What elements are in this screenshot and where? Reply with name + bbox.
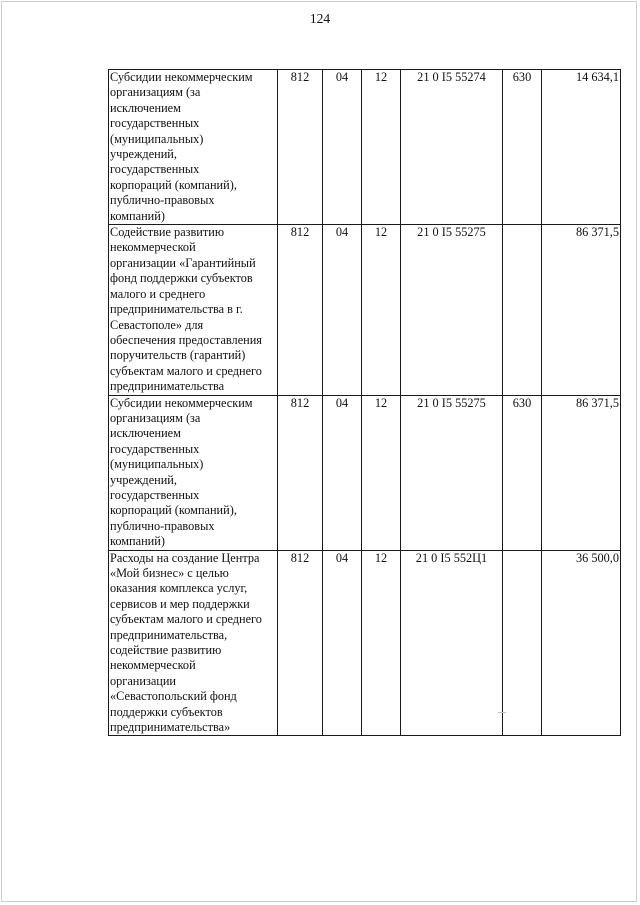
item-name-line: сервисов и мер поддержки — [110, 596, 250, 611]
table-row — [109, 70, 621, 225]
item-name-line: организациям (за — [110, 410, 201, 425]
item-name-line: некоммерческой — [110, 658, 196, 673]
item-name-line: поддержки субъектов — [110, 704, 223, 719]
target-article-code-cell: 21 0 I5 55275 — [401, 225, 503, 395]
budget-table — [108, 69, 621, 736]
subsection-code-cell: 12 — [362, 550, 401, 736]
amount-cell: 36 500,0 — [542, 550, 621, 736]
section-code-cell: 04 — [323, 225, 362, 395]
item-name-line: публично-правовых — [110, 193, 215, 208]
item-name-line: Содействие развитию — [110, 225, 225, 240]
item-name-line: государственных — [110, 116, 200, 131]
item-name-cell — [109, 550, 278, 736]
item-name-cell — [109, 225, 278, 395]
item-name-line: оказания комплекса услуг, — [110, 581, 248, 596]
item-name-line: корпораций (компаний), — [110, 177, 237, 192]
item-name-line: (муниципальных) — [110, 457, 204, 472]
item-name-line: некоммерческой — [110, 240, 196, 255]
item-name-line: поручительств (гарантий) — [110, 348, 246, 363]
item-name-line: организации — [110, 673, 177, 688]
item-name-line: фонд поддержки субъектов — [110, 271, 253, 286]
item-name-line: Севастополе» для — [110, 317, 204, 332]
item-name-line: предпринимательства, — [110, 627, 228, 642]
item-name-line: исключением — [110, 100, 181, 115]
item-name-line: субъектам малого и среднего — [110, 363, 262, 378]
item-name-line: государственных — [110, 162, 200, 177]
item-name-line: малого и среднего — [110, 286, 206, 301]
department-code-cell: 812 — [278, 395, 323, 550]
department-code-cell: 812 — [278, 225, 323, 395]
item-name-line: компаний) — [110, 534, 165, 549]
subsection-code-cell: 12 — [362, 225, 401, 395]
item-name-line: субъектам малого и среднего — [110, 612, 262, 627]
expense-type-code-cell — [503, 225, 542, 395]
table-row — [109, 550, 621, 736]
amount-cell: 14 634,1 — [542, 70, 621, 225]
budget-table-body — [109, 70, 621, 736]
item-name-line: (муниципальных) — [110, 131, 204, 146]
expense-type-code-cell — [503, 550, 542, 736]
item-name-line: предпринимательства — [110, 379, 225, 394]
item-name-line: учреждений, — [110, 472, 177, 487]
item-name-cell — [109, 70, 278, 225]
item-name-line: государственных — [110, 487, 200, 502]
item-name-line: корпораций (компаний), — [110, 503, 237, 518]
item-name-line: учреждений, — [110, 147, 177, 162]
item-name-line: организации «Гарантийный — [110, 255, 256, 270]
section-code-cell: 04 — [323, 395, 362, 550]
department-code-cell: 812 — [278, 70, 323, 225]
target-article-code-cell: 21 0 I5 552Ц1 — [401, 550, 503, 736]
item-name-line: Расходы на создание Центра — [110, 550, 260, 565]
item-name-line: «Мой бизнес» с целью — [110, 566, 229, 580]
subsection-code-cell: 12 — [362, 70, 401, 225]
section-code-cell: 04 — [323, 70, 362, 225]
target-article-code-cell: 21 0 I5 55275 — [401, 395, 503, 550]
item-name-line: предпринимательства в г. — [110, 302, 243, 317]
item-name-line: Субсидии некоммерческим — [110, 70, 253, 84]
item-name-line: государственных — [110, 441, 200, 456]
item-name-line: Субсидии некоммерческим — [110, 395, 253, 410]
subsection-code-cell: 12 — [362, 395, 401, 550]
scan-mark — [498, 712, 506, 713]
item-name-line: организациям (за — [110, 85, 201, 100]
item-name-line: содействие развитию — [110, 643, 222, 658]
item-name-line: компаний) — [110, 208, 165, 223]
section-code-cell: 04 — [323, 550, 362, 736]
item-name-line: обеспечения предоставления — [110, 332, 262, 347]
table-row — [109, 395, 621, 550]
page-number: 124 — [309, 11, 331, 26]
item-name-line: публично-правовых — [110, 518, 215, 533]
table-row — [109, 225, 621, 395]
expense-type-code-cell: 630 — [503, 70, 542, 225]
department-code-cell: 812 — [278, 550, 323, 736]
item-name-line: предпринимательства» — [110, 720, 231, 735]
expense-type-code-cell: 630 — [503, 395, 542, 550]
amount-cell: 86 371,5 — [542, 395, 621, 550]
item-name-cell — [109, 395, 278, 550]
amount-cell: 86 371,5 — [542, 225, 621, 395]
target-article-code-cell: 21 0 I5 55274 — [401, 70, 503, 225]
item-name-line: исключением — [110, 426, 181, 441]
item-name-line: «Севастопольский фонд — [110, 689, 237, 704]
